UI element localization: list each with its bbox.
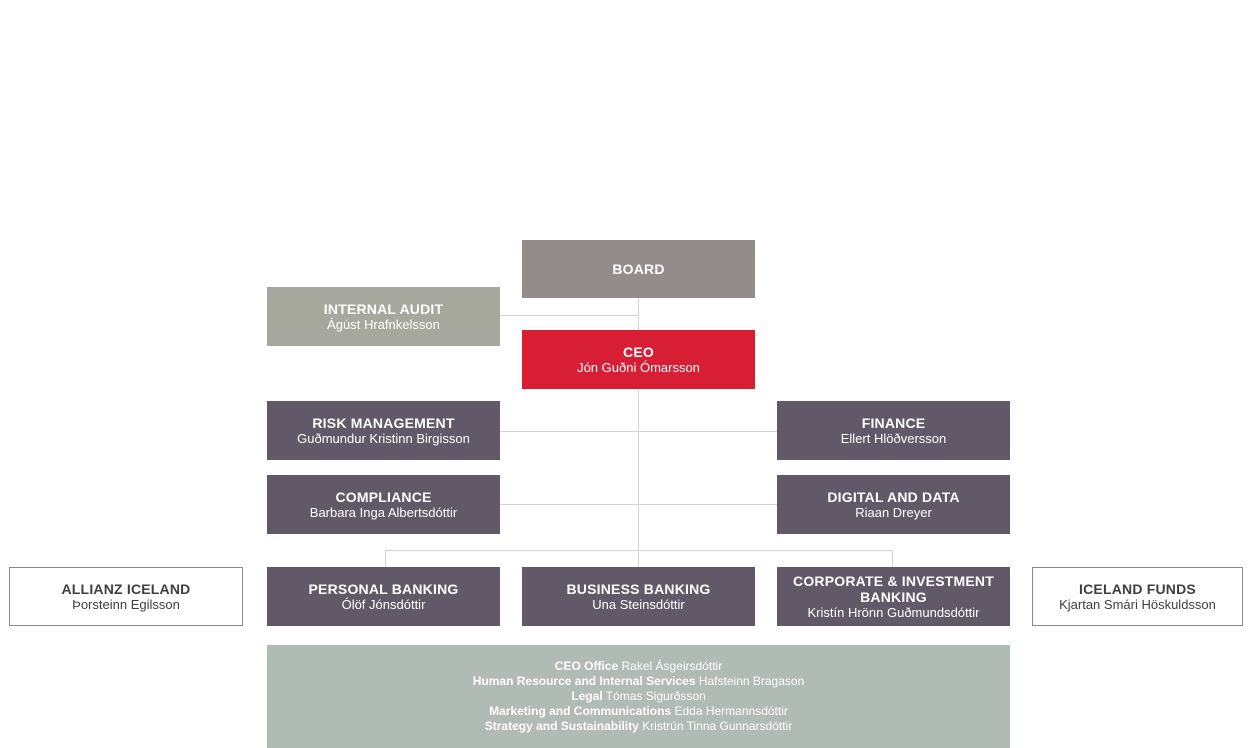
connector-business-bar <box>385 550 893 551</box>
board-box <box>522 240 755 298</box>
iceland-funds-box <box>1032 567 1243 626</box>
finance-title: FINANCE <box>861 414 926 431</box>
risk-management-box <box>267 401 500 460</box>
risk-management-name: Guðmundur Kristinn Birgisson <box>297 430 470 446</box>
connector-compliance-digital <box>500 504 777 505</box>
compliance-box <box>267 475 500 534</box>
staff-line-marketing <box>489 704 788 719</box>
board-title: BOARD <box>612 261 665 277</box>
staff-line-strategy <box>485 719 792 734</box>
connector-risk-finance <box>500 431 777 432</box>
staff-unit: Legal <box>571 689 603 703</box>
staff-person: Tómas Sigurðsson <box>605 689 706 703</box>
staff-person: Hafsteinn Bragason <box>698 674 805 688</box>
digital-data-box <box>777 475 1010 534</box>
allianz-iceland-title: ALLIANZ ICELAND <box>61 580 191 597</box>
business-banking-box <box>522 567 755 626</box>
connector-business <box>638 550 639 567</box>
compliance-name: Barbara Inga Albertsdóttir <box>309 504 458 520</box>
corporate-investment-banking-box <box>777 567 1010 626</box>
staff-line-legal <box>571 689 706 704</box>
internal-audit-name: Ágúst Hrafnkelsson <box>327 316 440 332</box>
connector-board-ceo <box>638 298 639 330</box>
staff-person: Edda Hermannsdóttir <box>674 704 788 718</box>
ceo-name: Jón Guðni Ómarsson <box>577 359 700 375</box>
iceland-funds-name: Kjartan Smári Höskuldsson <box>1059 596 1216 612</box>
compliance-title: COMPLIANCE <box>335 488 432 505</box>
allianz-iceland-box <box>9 567 243 626</box>
staff-functions-box <box>267 645 1010 748</box>
personal-banking-box <box>267 567 500 626</box>
finance-name: Ellert Hlöðversson <box>840 430 947 446</box>
digital-data-title: DIGITAL AND DATA <box>827 488 960 505</box>
connector-personal <box>385 550 386 567</box>
connector-corporate <box>892 550 893 567</box>
business-banking-title: BUSINESS BANKING <box>566 580 711 597</box>
staff-line-ceo-office <box>555 659 722 674</box>
digital-data-name: Riaan Dreyer <box>855 504 932 520</box>
connector-audit <box>500 315 639 316</box>
allianz-iceland-name: Þorsteinn Egilsson <box>72 596 180 612</box>
ceo-box <box>522 330 755 389</box>
staff-unit: CEO Office <box>554 659 619 673</box>
business-banking-name: Una Steinsdóttir <box>592 596 685 612</box>
ceo-title: CEO <box>623 343 654 360</box>
iceland-funds-title: ICELAND FUNDS <box>1079 580 1196 597</box>
staff-unit: Marketing and Communications <box>489 704 672 718</box>
staff-line-hr <box>473 674 805 689</box>
internal-audit-box <box>267 287 500 346</box>
finance-box <box>777 401 1010 460</box>
staff-unit: Strategy and Sustainability <box>484 719 639 733</box>
connector-ceo-trunk <box>638 389 639 551</box>
personal-banking-title: PERSONAL BANKING <box>308 580 459 597</box>
staff-unit: Human Resource and Internal Services <box>472 674 696 688</box>
staff-person: Rakel Ásgeirsdóttir <box>621 659 723 673</box>
staff-person: Kristrún Tinna Gunnarsdóttir <box>642 719 793 733</box>
risk-management-title: RISK MANAGEMENT <box>312 414 455 431</box>
corporate-investment-banking-title: CORPORATE & INVESTMENT BANKING <box>793 572 994 605</box>
corporate-investment-banking-name: Kristín Hrönn Guðmundsdóttir <box>807 604 980 620</box>
internal-audit-title: INTERNAL AUDIT <box>323 300 444 317</box>
personal-banking-name: Ólöf Jónsdóttir <box>341 596 426 612</box>
